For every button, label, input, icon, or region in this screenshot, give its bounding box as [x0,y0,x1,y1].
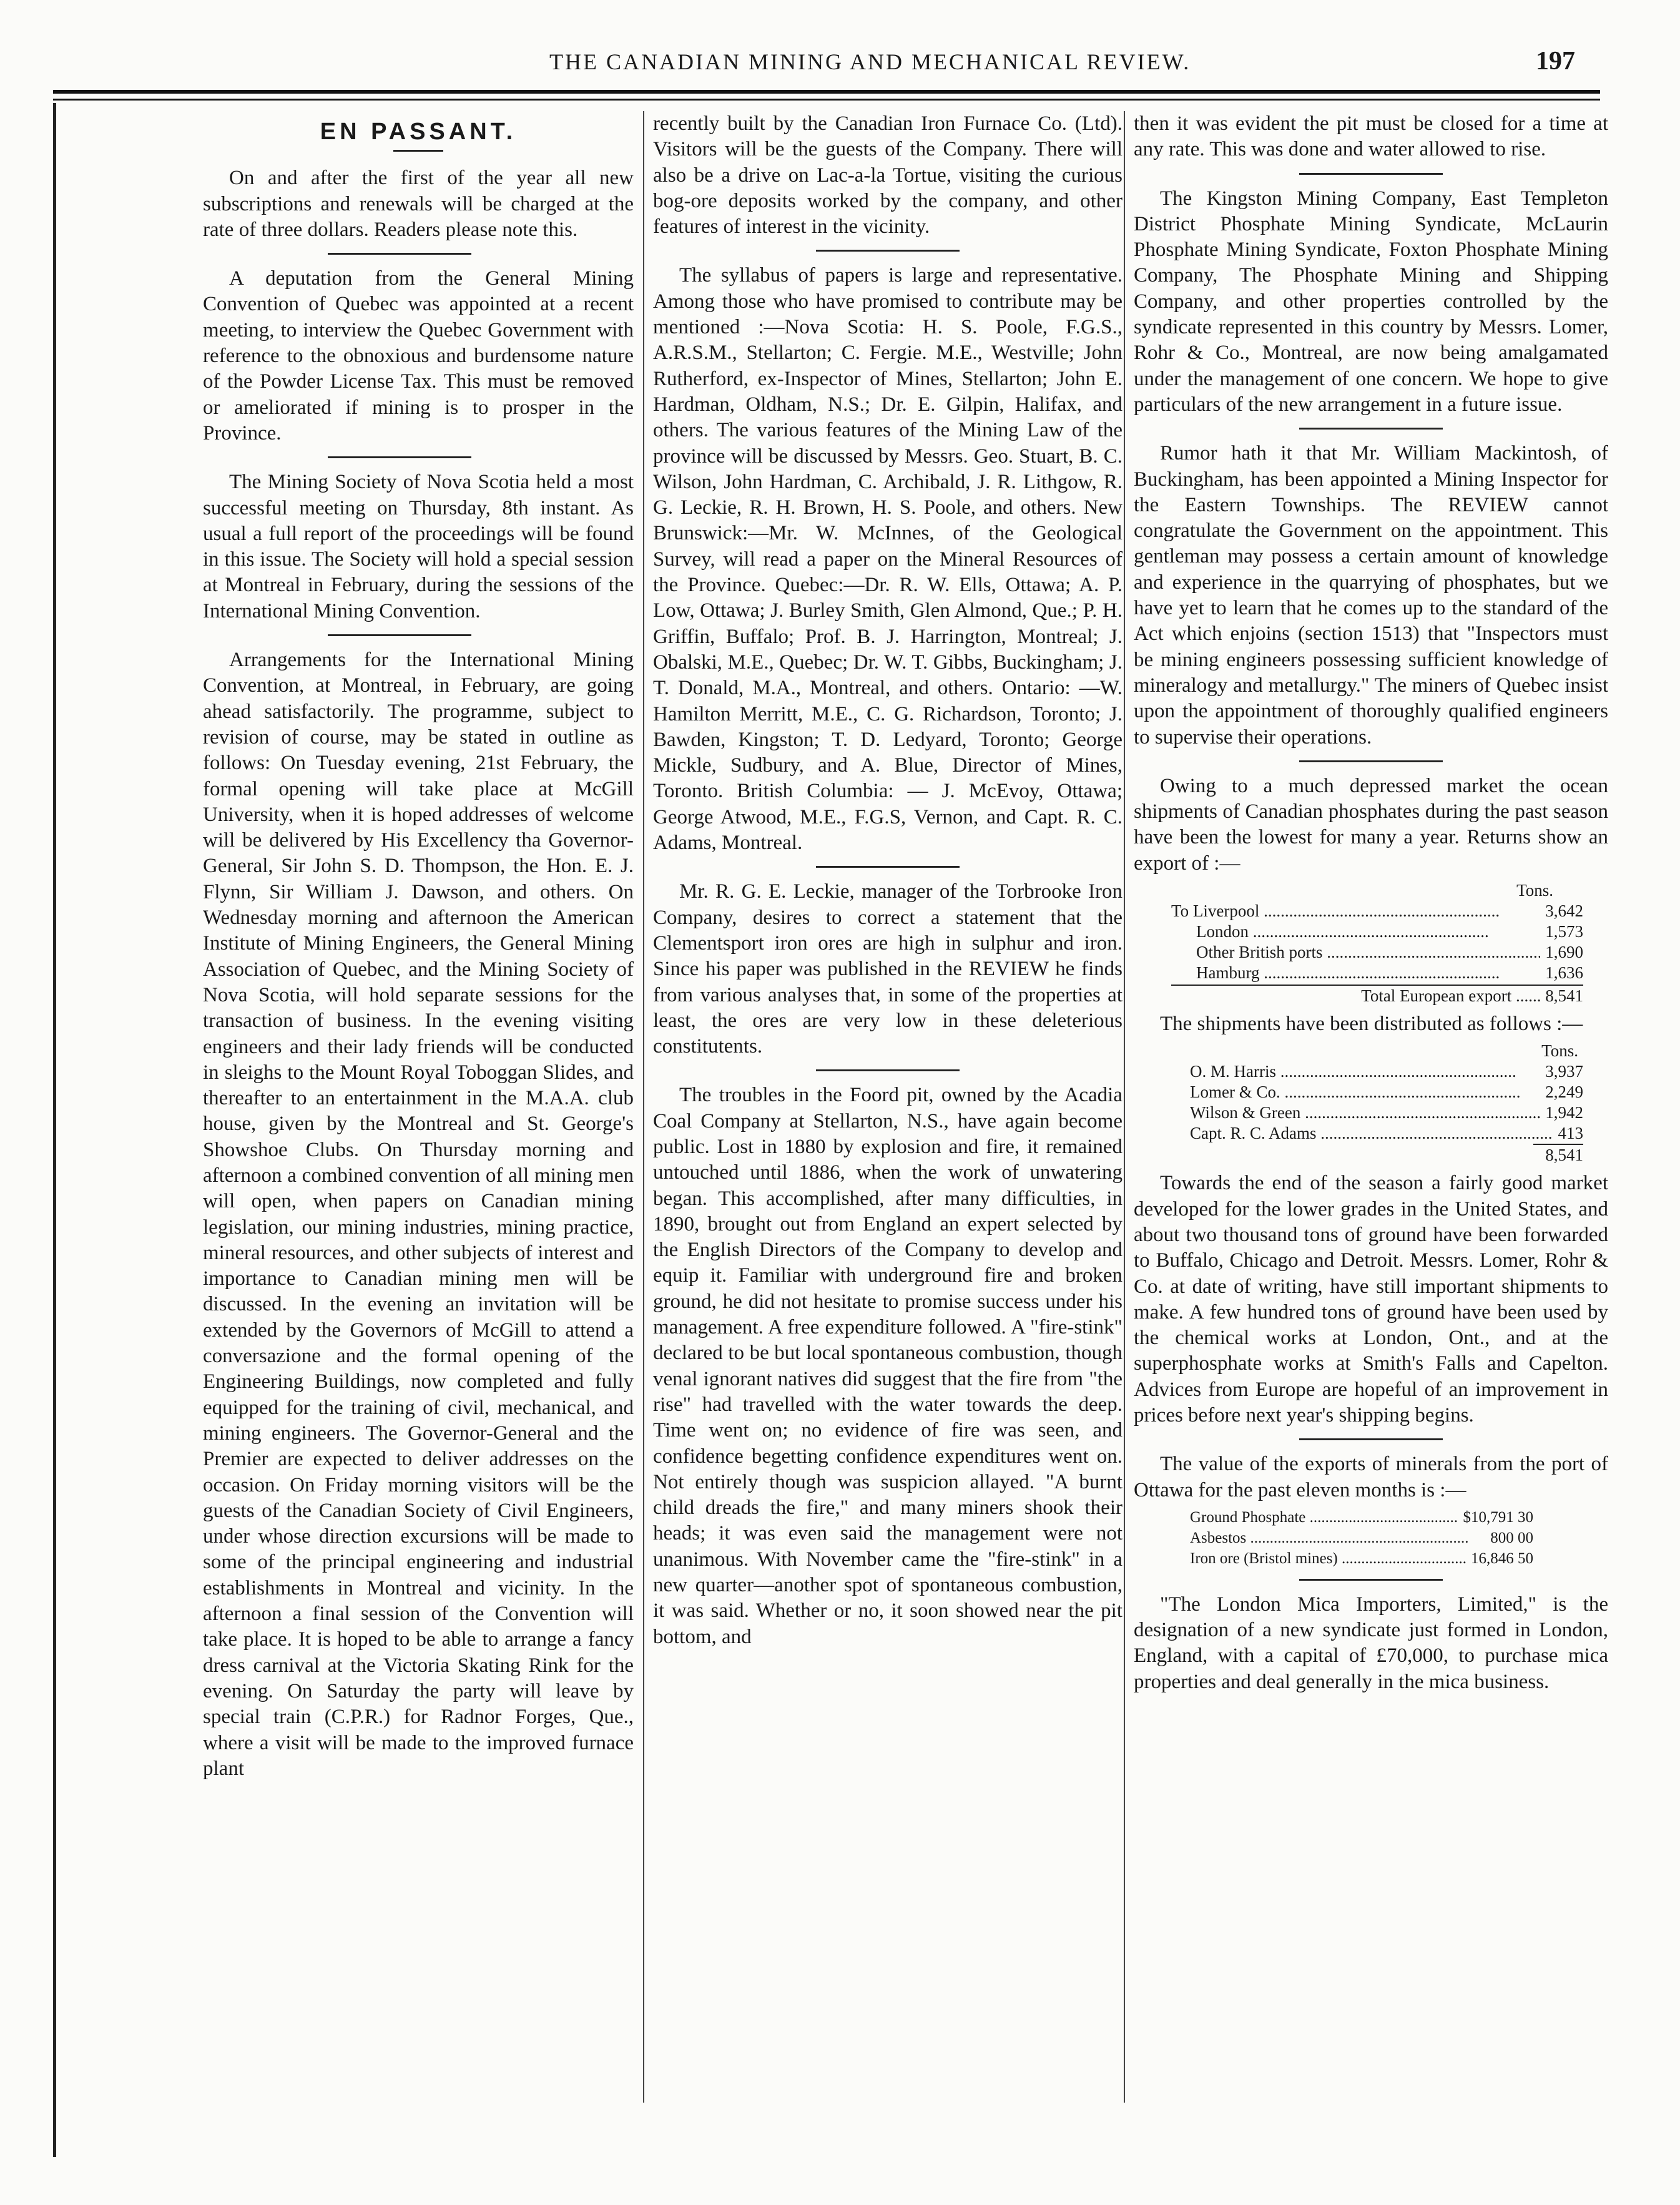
table-row: London ..... 1,573 [1171,921,1583,942]
table-row: To Liverpool ..... 3,642 [1171,901,1583,921]
table-row: Other British ports ..... 1,690 [1171,942,1583,963]
paragraph-continued-furnace: recently built by the Canadian Iron Furnace Co. (Ltd). Visitors will be the guests of the Company. There will also be a drive on Lac-a-la Tortue, visiting the curious bog-ore deposits worked by the company, and other features of interest in the vicinity. [653,112,1122,238]
paragraph-convention-arrangements: Arrangements for the International Mining Convention, at Montreal, in February, are going ahead satisfactorily. The programme, subject to revision of course, may be stated in outline as follows: On Tuesday evening, 21st February, the formal opening will take place at McGill University, when it is hoped addresses of welcome will be delivered by His Excellency tha Governor-General, Sir John S. D. Thompson, the Hon. E. J. Flynn, Sir William J. Dawson, and others. On Wednesday morning and afternoon the American Institute of Mining Engineers, the General Mining Association of Quebec, and the Mining Society of Nova Scotia, will hold separate sessions for the transaction of business. In the evening visiting engineers and their lady friends will be conducted in sleighs to the Mount Royal Toboggan Slides, and thereafter to an entertainment in the M.A.A. club house, given by the Montreal and St. George's Showshoe Clubs. On Thursday morning and afternoon a combined convention of all mining men will open, when papers on Canadian mining legislation, our mining industries, mining practice, mineral resources, and other subjects of interest and importance to Canadian mining men will be discussed. In the evening an invitation will be extended by the Governors of McGill to attend a conversazione and the formal opening of the Engineering Buildings, now completed and fully equipped for the training of civil, mechanical, and mining engineers. The Governor-General and the Premier are expected to deliver addresses on the occasion. On Friday morning visitors will be the guests of the Canadian Society of Civil Engineers, under whose direction excursions will be made to some of the principal engineering and industrial establishments in Montreal and vicinity. In the afternoon a final session of the Convention will take place. It is hoped to be able to arrange a fancy dress carnival at the Victoria Skating Rink for the evening. On Saturday the party will leave by special train (C.P.R.) for Radnor Forges, Que., where a visit will be made to the improved furnace plant [203,649,634,1780]
separator [1299,1579,1443,1581]
column-1 [203,115,634,1782]
export-table [1134,880,1608,1006]
paragraph-phosphate-market: Owing to a much depressed market the ocean shipments of Canadian phosphates during the past season have been the lowest for many a year. Returns show an export of :— [1134,774,1608,875]
paragraph-mica-syndicate: "The London Mica Importers, Limited," is the designation of a new syndicate just formed in London, England, with a capital of £70,000, to purchase mica properties and deal generally in the mica business. [1134,1593,1608,1693]
table-unit: Tons. [1541,1041,1578,1061]
table-total-row [1171,985,1583,1006]
table-row: Iron ore (Bristol mines) ..... 16,846 50 [1190,1548,1533,1569]
page-number: 197 [1536,47,1575,76]
paragraph-ottawa-exports: The value of the exports of minerals from the port of Ottawa for the past eleven months is :— [1134,1453,1608,1501]
separator [816,1069,960,1071]
table-total-value: 8,541 [1545,986,1583,1006]
separator [328,456,471,458]
paragraph-amalgamation: The Kingston Mining Company, East Templeton District Phosphate Mining Syndicate, McLaurin Phosphate Mining Syndicate, Foxton Phosphate Mining Company, The Phosphate Mining and Shipping Company, and other properties controlled by the syndicate represented in this country by Messrs. Lomer, Rohr & Co., Montreal, are now being amalgamated under the management of one concern. We hope to give particulars of the new arrangement in a future issue. [1134,187,1608,416]
paragraph-subscriptions: On and after the first of the year all new subscriptions and renewals will be charged at the rate of three dollars. Readers please note this. [203,167,634,241]
column-3 [1124,111,1608,2103]
paragraph-distribution: The shipments have been distributed as follows :— [1160,1013,1583,1036]
section-heading: EN PASSANT. [320,119,517,145]
page-header [0,0,1680,94]
paragraph-foord-pit: The troubles in the Foord pit, owned by the Acadia Coal Company at Stellarton, N.S., have again become public. Lost in 1880 by explosion and fire, it remained untouched until 1886, when the work of unwatering began. This accomplished, after many difficulties, in 1890, brought out from England an expert selected by the English Directors of the Company to develop and equip it. Familiar with underground fire and broken ground, he did not hesitate to promise success under his management. A free expenditure followed. A "fire-stink" declared to be but local spontaneous combustion, though venal ignorant natives did suggest that the fire from "the rise" had travelled with the water towards the deep. Time went on; no evidence of fire was seen, and confidence begetting confidence expenditures went on. Not entirely though was suspicion allayed. "A burnt child dreads the fire," and many miners shook their heads; it was even said the management were not unanimous. With November came the "fire-stink" in a new quarter—another spot of spontaneous combustion, it was said. Whether or no, it soon showed near the pit bottom, and [653,1084,1122,1648]
separator [1299,760,1443,762]
separator [328,634,471,636]
separator [1299,428,1443,430]
paragraph-nova-scotia-society: The Mining Society of Nova Scotia held a most successful meeting on Thursday, 8th instant. As usual a full report of the proceedings will be found in this issue. The Society will hold a special session at Montreal in February, during the sessions of the International Mining Convention. [203,471,634,622]
table-total-value: 8,541 [1533,1144,1583,1166]
separator [816,866,960,868]
separator [1299,173,1443,175]
paragraph-continued-pit: then it was evident the pit must be closed for a time at any rate. This was done and water allowed to rise. [1134,112,1608,161]
ottawa-exports-table [1134,1507,1608,1569]
running-title: THE CANADIAN MINING AND MECHANICAL REVIEW. [549,49,1191,74]
table-row: Wilson & Green ..... 1,942 [1190,1102,1583,1123]
table-row: Lomer & Co. ..... 2,249 [1190,1082,1583,1102]
paragraph-leckie: Mr. R. G. E. Leckie, manager of the Torbrooke Iron Company, desires to correct a statement that the Clementsport iron ores are high in sulphur and iron. Since his paper was published in the REVIEW he finds from various analyses that, in some of the properties at least, the ores are very low in these deleterious constitutents. [653,880,1122,1058]
table-row: Asbestos ..... 800 00 [1190,1528,1533,1548]
table-row: Capt. R. C. Adams ..... 413 [1190,1123,1583,1144]
table-unit: Tons. [1516,881,1553,900]
distribution-table [1134,1041,1608,1166]
separator [328,253,471,255]
header-rule-thin [53,99,1600,101]
paragraph-inspector: Rumor hath it that Mr. William Mackintosh, of Buckingham, has been appointed a Mining Inspector for the Eastern Townships. The REVIEW cannot congratulate the Government on the appointment. This gentleman may possess a certain amount of knowledge and experience in the quarrying of phosphates, but we have yet to learn that he comes up to the standard of the Act which enjoins (section 1513) that "Inspectors must be mining engineers possessing sufficient knowledge of mineralogy and metallurgy." The miners of Quebec insist upon the appointment of thoroughly qualified engineers to supervise their operations. [1134,442,1608,749]
header-rule-thick [53,90,1600,94]
left-margin-bar [53,103,56,2157]
separator [816,250,960,252]
column-2 [643,111,1122,2103]
table-row: O. M. Harris ..... 3,937 [1190,1061,1583,1082]
paragraph-season-market: Towards the end of the season a fairly good market developed for the lower grades in the United States, and about two thousand tons of ground have been forwarded to Buffalo, Chicago and Detroit. Messrs. Lomer, Rohr & Co. at date of writing, have still important shipments to make. A few hundred tons of ground have been used by the chemical works at London, Ont., and at the superphosphate works at Smith's Falls and Capelton. Advices from Europe are hopeful of an improvement in prices before next year's shipping begins. [1134,1172,1608,1427]
table-row: Hamburg ..... 1,636 [1171,963,1583,983]
table-total-label: Total European export ...... [1361,986,1541,1006]
paragraph-powder-tax: A deputation from the General Mining Convention of Quebec was appointed at a recent meeting, to interview the Quebec Government with reference to the obnoxious and burdensome nature of the Powder License Tax. This must be removed or ameliorated if mining is to prosper in the Province. [203,267,634,444]
paragraph-syllabus: The syllabus of papers is large and representative. Among those who have promised to contribute may be mentioned :—Nova Scotia: H. S. Poole, F.G.S., A.R.S.M., Stellarton; C. Fergie. M.E., Westville; John Rutherford, ex-Inspector of Mines, Stellarton; John E. Hardman, Oldham, N.S.; Dr. E. Gilpin, Halifax, and others. The various features of the Mining Law of the province will be discussed by Messrs. Geo. Stuart, B. C. Wilson, John Hardman, C. Archibald, J. R. Lithgow, R. G. Leckie, R. H. Brown, H. S. Poole, and others. New Brunswick:—Mr. W. McInnes, of the Geological Survey, will read a paper on the Mineral Resources of the Province. Quebec:—Dr. R. W. Ells, Ottawa; A. P. Low, Ottawa; J. Burley Smith, Glen Almond, Que.; P. H. Griffin, Buffalo; Prof. B. J. Harrington, Montreal; J. Obalski, M.E., Quebec; Dr. W. T. Gibbs, Buckingham; J. T. Donald, M.A., Montreal, and others. Ontario: —W. Hamilton Merritt, M.E., C. G. Richardson, Toronto; J. Bawden, Kingston; T. D. Ledyard, Toronto; George Mickle, Sudbury, and A. Blue, Director of Mines, Toronto. British Columbia: — J. McEvoy, Ottawa; George Atwood, M.E., F.G.S, Vernon, and Capt. R. C. Adams, Montreal. [653,264,1122,855]
heading-rule [393,150,443,152]
separator [1299,1438,1443,1440]
table-row: Ground Phosphate ..... $10,791 30 [1190,1507,1533,1528]
